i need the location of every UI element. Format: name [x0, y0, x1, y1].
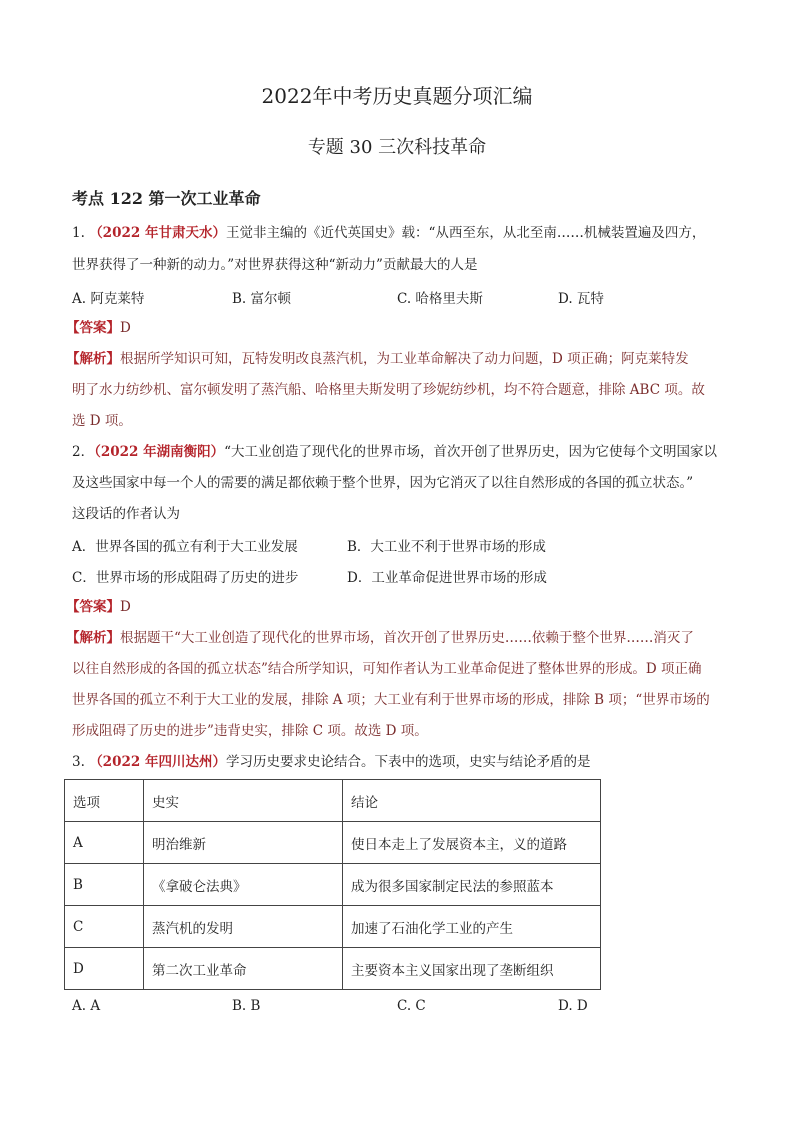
table-header: 史实 — [144, 780, 343, 822]
option-d: D. 瓦特 — [558, 291, 604, 307]
question-2-stem — [72, 442, 717, 462]
question-number: 2． — [72, 444, 95, 460]
analysis-text: 选 D 项。 — [72, 413, 132, 429]
comparison-table — [64, 779, 601, 990]
analysis-text: 根据所学知识可知，瓦特发明改良蒸汽机，为工业革命解决了动力问题，D 项正确；阿克莱特发 — [120, 351, 689, 367]
table-row — [65, 822, 601, 864]
question-text: “大工业创造了现代化的世界市场，首次开创了世界历史，因为它使每个文明国家以 — [224, 444, 718, 460]
question-3-stem — [72, 752, 590, 772]
question-source: （2022 年湖南衡阳） — [94, 444, 225, 460]
table-cell: C — [65, 906, 144, 948]
option-a: A. A — [72, 998, 101, 1014]
analysis-line — [66, 349, 689, 369]
answer-value: D — [120, 599, 131, 615]
table-cell: D — [65, 948, 144, 990]
question-source: （2022 年四川达州） — [89, 754, 226, 770]
topic-subtitle: 专题 30 三次科技革命 — [307, 137, 487, 158]
question-text: 王觉非主编的《近代英国史》载：“从西至东，从北至南……机械装置遍及四方， — [225, 225, 706, 241]
option-a: A．世界各国的孤立有利于大工业发展 — [72, 539, 298, 555]
question-number: 1. — [72, 225, 85, 241]
analysis-text: 形成阻碍了历史的进步”违背史实，排除 C 项。故选 D 项。 — [72, 723, 428, 739]
option-d: D. D — [558, 998, 588, 1014]
table-cell: 主要资本主义国家出现了垄断组织 — [343, 948, 601, 990]
option-a: A. 阿克莱特 — [72, 291, 145, 307]
option-b: B. B — [232, 998, 261, 1014]
table-cell: 蒸汽机的发明 — [144, 906, 343, 948]
question-source: （2022 年甘肃天水） — [89, 225, 226, 241]
analysis-text: 以往自然形成的各国的孤立状态”结合所学知识，可知作者认为工业革命促进了整体世界的形成。D 项正确 — [72, 661, 702, 677]
option-c: C. 哈格里夫斯 — [397, 291, 483, 307]
table-row — [65, 864, 601, 906]
option-c: C. C — [397, 998, 426, 1014]
question-text: 学习历史要求史论结合。下表中的选项，史实与结论矛盾的是 — [225, 754, 591, 770]
table-cell: 《拿破仑法典》 — [144, 864, 343, 906]
answer-line — [66, 318, 131, 338]
answer-line — [66, 597, 131, 617]
table-cell: A — [65, 822, 144, 864]
table-cell: 使日本走上了发展资本主，义的道路 — [343, 822, 601, 864]
table-cell: 明治维新 — [144, 822, 343, 864]
analysis-line — [66, 628, 694, 648]
question-text: 这段话的作者认为 — [72, 506, 180, 522]
table-row — [65, 948, 601, 990]
answer-tag: 【答案】 — [66, 320, 120, 336]
analysis-text: 根据题干“大工业创造了现代化的世界市场，首次开创了世界历史……依赖于整个世界……消灭了 — [120, 630, 694, 646]
answer-tag: 【答案】 — [66, 599, 120, 615]
answer-value: D — [120, 320, 131, 336]
question-text: 世界获得了一种新的动力。”对世界获得这种“新动力”贡献最大的人是 — [72, 257, 478, 273]
document-title: 2022年中考历史真题分项汇编 — [261, 84, 533, 108]
table-cell: 第二次工业革命 — [144, 948, 343, 990]
option-c: C．世界市场的形成阻碍了历史的进步 — [72, 570, 299, 586]
option-d: D．工业革命促进世界市场的形成 — [347, 570, 547, 586]
question-number: 3. — [72, 754, 85, 770]
analysis-text: 世界各国的孤立不利于大工业的发展，排除 A 项；大工业有利于世界市场的形成，排除 B 项；“世界市场的 — [72, 692, 710, 708]
table-cell: 加速了石油化学工业的产生 — [343, 906, 601, 948]
option-b: B．大工业不利于世界市场的形成 — [347, 539, 546, 555]
table-header: 选项 — [65, 780, 144, 822]
table-cell: B — [65, 864, 144, 906]
option-b: B. 富尔顿 — [232, 291, 292, 307]
question-1-stem — [72, 223, 705, 243]
table-cell: 成为很多国家制定民法的参照蓝本 — [343, 864, 601, 906]
section-heading: 考点 122 第一次工业革命 — [72, 189, 261, 208]
analysis-text: 明了水力纺纱机、富尔顿发明了蒸汽船、哈格里夫斯发明了珍妮纺纱机，均不符合题意，排除 ABC 项。故 — [72, 382, 705, 398]
question-text: 及这些国家中每一个人的需要的满足都依赖于整个世界，因为它消灭了以往自然形成的各国的孤立状态。” — [72, 475, 694, 491]
analysis-tag: 【解析】 — [66, 630, 120, 646]
analysis-tag: 【解析】 — [66, 351, 120, 367]
table-header: 结论 — [343, 780, 601, 822]
table-header-row — [65, 780, 601, 822]
table-row — [65, 906, 601, 948]
